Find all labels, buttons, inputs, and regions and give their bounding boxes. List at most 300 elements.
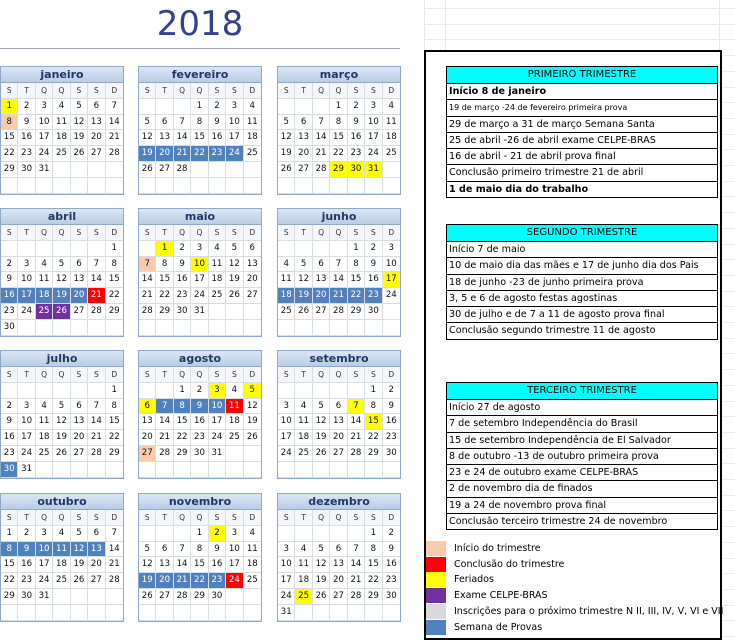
day-cell[interactable]: 2 [209, 526, 226, 542]
day-cell[interactable]: 7 [313, 115, 330, 131]
day-cell[interactable]: 20 [156, 573, 173, 589]
day-cell[interactable]: 27 [139, 446, 156, 462]
day-cell[interactable]: 5 [71, 99, 88, 115]
day-cell[interactable]: 21 [348, 430, 365, 446]
day-cell[interactable]: 23 [1, 446, 18, 462]
day-cell[interactable]: 8 [191, 115, 208, 131]
day-cell[interactable]: 14 [313, 130, 330, 146]
day-cell[interactable]: 10 [36, 115, 53, 131]
day-cell[interactable]: 20 [313, 288, 330, 304]
day-cell[interactable]: 26 [53, 446, 70, 462]
day-cell[interactable]: 30 [365, 304, 382, 320]
day-cell[interactable]: 14 [88, 414, 105, 430]
day-cell[interactable]: 26 [53, 304, 70, 320]
day-cell[interactable]: 6 [313, 257, 330, 273]
day-cell[interactable]: 16 [1, 288, 18, 304]
day-cell[interactable]: 12 [313, 557, 330, 573]
day-cell[interactable]: 8 [348, 257, 365, 273]
day-cell[interactable]: 7 [174, 542, 191, 558]
day-cell[interactable]: 10 [226, 115, 243, 131]
day-cell[interactable]: 7 [174, 115, 191, 131]
day-cell[interactable]: 22 [174, 430, 191, 446]
day-cell[interactable]: 5 [53, 399, 70, 415]
day-cell[interactable]: 12 [53, 414, 70, 430]
day-cell[interactable]: 26 [278, 162, 295, 178]
day-cell[interactable]: 30 [383, 589, 400, 605]
day-cell[interactable]: 16 [18, 557, 35, 573]
day-cell[interactable]: 3 [18, 399, 35, 415]
day-cell[interactable]: 19 [295, 288, 312, 304]
day-cell[interactable]: 27 [71, 446, 88, 462]
day-cell[interactable]: 19 [278, 146, 295, 162]
day-cell[interactable]: 14 [88, 272, 105, 288]
day-cell[interactable]: 13 [88, 542, 105, 558]
day-cell[interactable]: 13 [330, 557, 347, 573]
day-cell[interactable]: 18 [36, 288, 53, 304]
day-cell[interactable]: 21 [88, 288, 105, 304]
day-cell[interactable]: 19 [71, 130, 88, 146]
day-cell[interactable]: 7 [106, 99, 123, 115]
day-cell[interactable]: 23 [383, 430, 400, 446]
day-cell[interactable]: 28 [330, 304, 347, 320]
day-cell[interactable]: 11 [244, 115, 261, 131]
day-cell[interactable]: 9 [1, 272, 18, 288]
day-cell[interactable]: 30 [383, 446, 400, 462]
day-cell[interactable]: 3 [278, 542, 295, 558]
day-cell[interactable]: 18 [244, 130, 261, 146]
day-cell[interactable]: 4 [295, 399, 312, 415]
day-cell[interactable]: 17 [226, 130, 243, 146]
day-cell[interactable]: 18 [209, 272, 226, 288]
day-cell[interactable]: 9 [1, 414, 18, 430]
day-cell[interactable]: 19 [53, 288, 70, 304]
day-cell[interactable]: 3 [365, 99, 382, 115]
day-cell[interactable]: 23 [18, 573, 35, 589]
day-cell[interactable]: 4 [36, 399, 53, 415]
day-cell[interactable]: 27 [244, 288, 261, 304]
day-cell[interactable]: 25 [209, 288, 226, 304]
day-cell[interactable]: 9 [383, 399, 400, 415]
day-cell[interactable]: 11 [278, 272, 295, 288]
day-cell[interactable]: 3 [36, 99, 53, 115]
day-cell[interactable]: 30 [174, 304, 191, 320]
day-cell[interactable]: 23 [348, 146, 365, 162]
day-cell[interactable]: 14 [348, 557, 365, 573]
day-cell[interactable]: 6 [88, 526, 105, 542]
day-cell[interactable]: 20 [139, 430, 156, 446]
day-cell[interactable]: 23 [209, 146, 226, 162]
day-cell[interactable]: 5 [226, 241, 243, 257]
day-cell[interactable]: 8 [365, 399, 382, 415]
day-cell[interactable]: 24 [226, 573, 243, 589]
day-cell[interactable]: 6 [156, 115, 173, 131]
day-cell[interactable]: 16 [365, 272, 382, 288]
day-cell[interactable]: 5 [139, 542, 156, 558]
day-cell[interactable]: 14 [174, 557, 191, 573]
day-cell[interactable]: 4 [278, 257, 295, 273]
day-cell[interactable]: 24 [226, 146, 243, 162]
day-cell[interactable]: 23 [209, 573, 226, 589]
day-cell[interactable]: 30 [191, 446, 208, 462]
day-cell[interactable]: 27 [71, 304, 88, 320]
day-cell[interactable]: 14 [348, 414, 365, 430]
day-cell[interactable]: 2 [18, 526, 35, 542]
day-cell[interactable]: 13 [156, 130, 173, 146]
day-cell[interactable]: 28 [88, 304, 105, 320]
day-cell[interactable]: 22 [365, 573, 382, 589]
day-cell[interactable]: 29 [365, 589, 382, 605]
day-cell[interactable]: 11 [295, 414, 312, 430]
day-cell[interactable]: 24 [278, 589, 295, 605]
day-cell[interactable]: 8 [365, 542, 382, 558]
day-cell[interactable]: 25 [36, 304, 53, 320]
day-cell[interactable]: 26 [313, 589, 330, 605]
day-cell[interactable]: 24 [209, 430, 226, 446]
day-cell[interactable]: 13 [330, 414, 347, 430]
day-cell[interactable]: 1 [191, 99, 208, 115]
day-cell[interactable]: 1 [106, 383, 123, 399]
day-cell[interactable]: 28 [174, 162, 191, 178]
day-cell[interactable]: 19 [244, 414, 261, 430]
day-cell[interactable]: 29 [348, 304, 365, 320]
day-cell[interactable]: 29 [191, 589, 208, 605]
day-cell[interactable]: 3 [278, 399, 295, 415]
day-cell[interactable]: 8 [156, 257, 173, 273]
day-cell[interactable]: 21 [174, 146, 191, 162]
day-cell[interactable]: 10 [226, 542, 243, 558]
day-cell[interactable]: 18 [244, 557, 261, 573]
day-cell[interactable]: 15 [191, 557, 208, 573]
day-cell[interactable]: 6 [330, 399, 347, 415]
day-cell[interactable]: 24 [383, 288, 400, 304]
day-cell[interactable]: 8 [174, 399, 191, 415]
day-cell[interactable]: 31 [191, 304, 208, 320]
day-cell[interactable]: 9 [174, 257, 191, 273]
day-cell[interactable]: 12 [53, 272, 70, 288]
day-cell[interactable]: 14 [330, 272, 347, 288]
day-cell[interactable]: 4 [226, 383, 243, 399]
day-cell[interactable]: 25 [53, 146, 70, 162]
day-cell[interactable]: 18 [295, 573, 312, 589]
day-cell[interactable]: 17 [226, 557, 243, 573]
day-cell[interactable]: 28 [313, 162, 330, 178]
day-cell[interactable]: 28 [139, 304, 156, 320]
day-cell[interactable]: 1 [330, 99, 347, 115]
day-cell[interactable]: 8 [191, 542, 208, 558]
day-cell[interactable]: 23 [174, 288, 191, 304]
day-cell[interactable]: 11 [244, 542, 261, 558]
day-cell[interactable]: 27 [156, 162, 173, 178]
day-cell[interactable]: 27 [295, 162, 312, 178]
day-cell[interactable]: 3 [191, 241, 208, 257]
day-cell[interactable]: 1 [1, 526, 18, 542]
day-cell[interactable]: 15 [106, 272, 123, 288]
day-cell[interactable]: 19 [313, 430, 330, 446]
day-cell[interactable]: 21 [330, 288, 347, 304]
day-cell[interactable]: 25 [244, 573, 261, 589]
day-cell[interactable]: 16 [174, 272, 191, 288]
day-cell[interactable]: 14 [174, 130, 191, 146]
day-cell[interactable]: 20 [71, 430, 88, 446]
day-cell[interactable]: 7 [106, 526, 123, 542]
day-cell[interactable]: 14 [106, 115, 123, 131]
day-cell[interactable]: 27 [330, 589, 347, 605]
day-cell[interactable]: 24 [191, 288, 208, 304]
day-cell[interactable]: 22 [1, 146, 18, 162]
day-cell[interactable]: 22 [365, 430, 382, 446]
day-cell[interactable]: 22 [156, 288, 173, 304]
day-cell[interactable]: 24 [365, 146, 382, 162]
day-cell[interactable]: 8 [1, 542, 18, 558]
day-cell[interactable]: 20 [88, 130, 105, 146]
day-cell[interactable]: 20 [295, 146, 312, 162]
day-cell[interactable]: 4 [295, 542, 312, 558]
day-cell[interactable]: 6 [88, 99, 105, 115]
day-cell[interactable]: 7 [88, 399, 105, 415]
day-cell[interactable]: 9 [18, 542, 35, 558]
day-cell[interactable]: 27 [88, 146, 105, 162]
day-cell[interactable]: 21 [106, 130, 123, 146]
day-cell[interactable]: 31 [36, 162, 53, 178]
day-cell[interactable]: 2 [209, 99, 226, 115]
day-cell[interactable]: 22 [1, 573, 18, 589]
day-cell[interactable]: 8 [106, 257, 123, 273]
day-cell[interactable]: 17 [18, 430, 35, 446]
day-cell[interactable]: 13 [295, 130, 312, 146]
day-cell[interactable]: 6 [156, 542, 173, 558]
day-cell[interactable]: 7 [348, 399, 365, 415]
day-cell[interactable]: 11 [36, 272, 53, 288]
day-cell[interactable]: 15 [1, 130, 18, 146]
day-cell[interactable]: 19 [226, 272, 243, 288]
day-cell[interactable]: 15 [156, 272, 173, 288]
day-cell[interactable]: 26 [313, 446, 330, 462]
day-cell[interactable]: 9 [365, 257, 382, 273]
day-cell[interactable]: 29 [1, 162, 18, 178]
day-cell[interactable]: 26 [139, 589, 156, 605]
day-cell[interactable]: 10 [209, 399, 226, 415]
day-cell[interactable]: 9 [348, 115, 365, 131]
day-cell[interactable]: 1 [156, 241, 173, 257]
day-cell[interactable]: 23 [1, 304, 18, 320]
day-cell[interactable]: 23 [18, 146, 35, 162]
day-cell[interactable]: 30 [18, 589, 35, 605]
day-cell[interactable]: 3 [209, 383, 226, 399]
day-cell[interactable]: 25 [53, 573, 70, 589]
day-cell[interactable]: 17 [36, 130, 53, 146]
day-cell[interactable]: 21 [139, 288, 156, 304]
day-cell[interactable]: 21 [106, 557, 123, 573]
day-cell[interactable]: 6 [244, 241, 261, 257]
day-cell[interactable]: 27 [313, 304, 330, 320]
day-cell[interactable]: 16 [383, 557, 400, 573]
day-cell[interactable]: 16 [1, 430, 18, 446]
day-cell[interactable]: 19 [53, 430, 70, 446]
day-cell[interactable]: 14 [139, 272, 156, 288]
day-cell[interactable]: 15 [1, 557, 18, 573]
day-cell[interactable]: 21 [156, 430, 173, 446]
day-cell[interactable]: 4 [383, 99, 400, 115]
day-cell[interactable]: 1 [1, 99, 18, 115]
day-cell[interactable]: 28 [348, 446, 365, 462]
day-cell[interactable]: 1 [365, 526, 382, 542]
day-cell[interactable]: 3 [36, 526, 53, 542]
day-cell[interactable]: 15 [330, 130, 347, 146]
day-cell[interactable]: 15 [365, 557, 382, 573]
day-cell[interactable]: 31 [365, 162, 382, 178]
day-cell[interactable]: 5 [313, 542, 330, 558]
day-cell[interactable]: 10 [365, 115, 382, 131]
day-cell[interactable]: 28 [88, 446, 105, 462]
day-cell[interactable]: 20 [330, 430, 347, 446]
day-cell[interactable]: 13 [313, 272, 330, 288]
day-cell[interactable]: 9 [18, 115, 35, 131]
day-cell[interactable]: 19 [71, 557, 88, 573]
day-cell[interactable]: 15 [365, 414, 382, 430]
day-cell[interactable]: 12 [244, 399, 261, 415]
day-cell[interactable]: 9 [191, 399, 208, 415]
day-cell[interactable]: 30 [209, 589, 226, 605]
day-cell[interactable]: 7 [156, 399, 173, 415]
day-cell[interactable]: 17 [36, 557, 53, 573]
day-cell[interactable]: 29 [156, 304, 173, 320]
day-cell[interactable]: 5 [139, 115, 156, 131]
day-cell[interactable]: 8 [330, 115, 347, 131]
day-cell[interactable]: 18 [53, 557, 70, 573]
day-cell[interactable]: 12 [278, 130, 295, 146]
day-cell[interactable]: 16 [209, 557, 226, 573]
day-cell[interactable]: 19 [139, 573, 156, 589]
day-cell[interactable]: 5 [295, 257, 312, 273]
day-cell[interactable]: 25 [226, 430, 243, 446]
day-cell[interactable]: 7 [348, 542, 365, 558]
day-cell[interactable]: 10 [191, 257, 208, 273]
day-cell[interactable]: 14 [106, 542, 123, 558]
day-cell[interactable]: 11 [53, 542, 70, 558]
day-cell[interactable]: 28 [106, 573, 123, 589]
day-cell[interactable]: 1 [191, 526, 208, 542]
day-cell[interactable]: 7 [139, 257, 156, 273]
day-cell[interactable]: 6 [295, 115, 312, 131]
day-cell[interactable]: 4 [53, 526, 70, 542]
day-cell[interactable]: 10 [18, 414, 35, 430]
day-cell[interactable]: 18 [383, 130, 400, 146]
day-cell[interactable]: 30 [1, 462, 18, 478]
day-cell[interactable]: 12 [71, 115, 88, 131]
day-cell[interactable]: 20 [88, 557, 105, 573]
day-cell[interactable]: 17 [365, 130, 382, 146]
day-cell[interactable]: 26 [139, 162, 156, 178]
day-cell[interactable]: 6 [71, 257, 88, 273]
day-cell[interactable]: 5 [53, 257, 70, 273]
day-cell[interactable]: 24 [36, 573, 53, 589]
day-cell[interactable]: 29 [106, 446, 123, 462]
day-cell[interactable]: 24 [278, 446, 295, 462]
day-cell[interactable]: 9 [209, 542, 226, 558]
day-cell[interactable]: 3 [18, 257, 35, 273]
day-cell[interactable]: 12 [139, 557, 156, 573]
day-cell[interactable]: 25 [383, 146, 400, 162]
day-cell[interactable]: 1 [174, 383, 191, 399]
day-cell[interactable]: 12 [139, 130, 156, 146]
day-cell[interactable]: 28 [348, 589, 365, 605]
day-cell[interactable]: 9 [209, 115, 226, 131]
day-cell[interactable]: 25 [295, 589, 312, 605]
day-cell[interactable]: 31 [209, 446, 226, 462]
day-cell[interactable]: 17 [278, 430, 295, 446]
day-cell[interactable]: 3 [383, 241, 400, 257]
day-cell[interactable]: 17 [278, 573, 295, 589]
day-cell[interactable]: 13 [88, 115, 105, 131]
day-cell[interactable]: 13 [139, 414, 156, 430]
day-cell[interactable]: 21 [348, 573, 365, 589]
day-cell[interactable]: 17 [191, 272, 208, 288]
day-cell[interactable]: 25 [36, 446, 53, 462]
day-cell[interactable]: 20 [330, 573, 347, 589]
day-cell[interactable]: 2 [191, 383, 208, 399]
day-cell[interactable]: 6 [139, 399, 156, 415]
day-cell[interactable]: 10 [18, 272, 35, 288]
day-cell[interactable]: 29 [330, 162, 347, 178]
day-cell[interactable]: 2 [383, 383, 400, 399]
day-cell[interactable]: 17 [18, 288, 35, 304]
day-cell[interactable]: 6 [330, 542, 347, 558]
day-cell[interactable]: 27 [156, 589, 173, 605]
day-cell[interactable]: 25 [278, 304, 295, 320]
day-cell[interactable]: 24 [36, 146, 53, 162]
day-cell[interactable]: 22 [191, 573, 208, 589]
day-cell[interactable]: 4 [209, 241, 226, 257]
day-cell[interactable]: 13 [244, 257, 261, 273]
day-cell[interactable]: 19 [313, 573, 330, 589]
day-cell[interactable]: 13 [156, 557, 173, 573]
day-cell[interactable]: 15 [191, 130, 208, 146]
day-cell[interactable]: 16 [348, 130, 365, 146]
day-cell[interactable]: 18 [278, 288, 295, 304]
day-cell[interactable]: 11 [226, 399, 243, 415]
day-cell[interactable]: 15 [348, 272, 365, 288]
day-cell[interactable]: 11 [209, 257, 226, 273]
day-cell[interactable]: 5 [313, 399, 330, 415]
day-cell[interactable]: 4 [244, 99, 261, 115]
day-cell[interactable]: 9 [383, 542, 400, 558]
day-cell[interactable]: 20 [244, 272, 261, 288]
day-cell[interactable]: 11 [295, 557, 312, 573]
day-cell[interactable]: 21 [313, 146, 330, 162]
day-cell[interactable]: 13 [71, 272, 88, 288]
day-cell[interactable]: 13 [71, 414, 88, 430]
day-cell[interactable]: 15 [174, 414, 191, 430]
day-cell[interactable]: 7 [330, 257, 347, 273]
day-cell[interactable]: 3 [226, 99, 243, 115]
day-cell[interactable]: 10 [278, 414, 295, 430]
day-cell[interactable]: 26 [244, 430, 261, 446]
day-cell[interactable]: 8 [106, 399, 123, 415]
day-cell[interactable]: 19 [139, 146, 156, 162]
day-cell[interactable]: 21 [174, 573, 191, 589]
day-cell[interactable]: 11 [383, 115, 400, 131]
day-cell[interactable]: 7 [88, 257, 105, 273]
day-cell[interactable]: 29 [106, 304, 123, 320]
day-cell[interactable]: 18 [36, 430, 53, 446]
day-cell[interactable]: 5 [71, 526, 88, 542]
day-cell[interactable]: 18 [226, 414, 243, 430]
day-cell[interactable]: 23 [365, 288, 382, 304]
day-cell[interactable]: 8 [1, 115, 18, 131]
day-cell[interactable]: 22 [106, 288, 123, 304]
day-cell[interactable]: 2 [1, 399, 18, 415]
day-cell[interactable]: 1 [348, 241, 365, 257]
